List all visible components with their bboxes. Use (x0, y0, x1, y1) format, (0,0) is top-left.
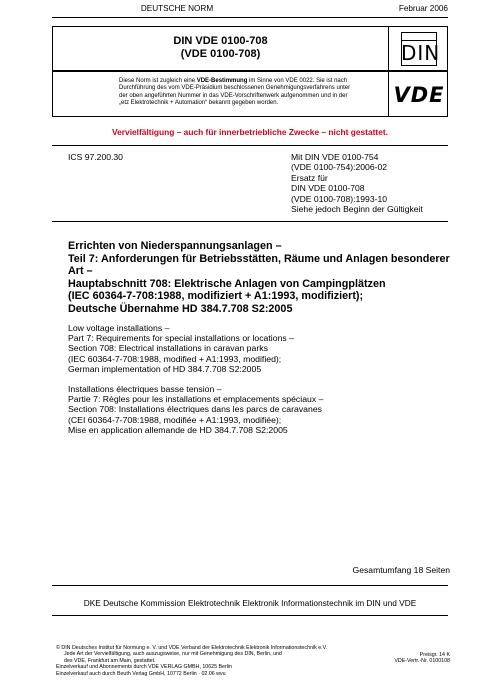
replacement-info (291, 152, 451, 214)
title-box (52, 26, 448, 71)
ics-code: ICS 97.200.30 (68, 152, 123, 162)
title-fr-line: Mise en application allemande de HD 384.7.708 S2:2005 (68, 424, 288, 435)
vde-notice-box (52, 71, 448, 117)
title-de-line: Deutsche Übernahme HD 384.7.708 S2:2005 (68, 302, 293, 315)
commission-rule (52, 615, 448, 616)
title-german (68, 240, 453, 316)
ics-rule (52, 221, 448, 222)
title-fr-line: (CEI 60364-7-708:1988, modifiée + A1:1993, modifiée); (68, 414, 282, 425)
notice-bold: VDE-Bestimmung (196, 78, 248, 84)
title-en-line: German implementation of HD 384.7.708 S2:2005 (68, 363, 262, 374)
title-en-line: Low voltage installations – (68, 323, 170, 333)
replacement-line: Mit DIN VDE 0100-754 (291, 152, 379, 162)
replacement-line: Siehe jedoch Beginn der Gültigkeit (291, 204, 423, 215)
title-fr-line: Installations électriques basse tension – (68, 384, 222, 394)
replacement-line: (VDE 0100-754):2006-02 (291, 162, 388, 173)
pages-rule (52, 585, 448, 586)
copyright-line: Jede Art der Vervielfältigung, auch auszugsweise, nur mit Genehmigung des DIN, Berlin, und (64, 651, 282, 658)
title-de-line: Hauptabschnitt 708: Elektrische Anlagen von Campingplätzen (68, 277, 386, 290)
replacement-line: Ersatz für (291, 172, 328, 183)
notice-box-divider (388, 72, 389, 116)
title-en-line: (IEC 60364-7-708:1988, modified + A1:1993, modified); (68, 353, 282, 364)
notice-line3: der oben angeführten Nummer in das VDE-Vorschriftenwerk aufgenommen und in der (119, 92, 348, 99)
price-group: Preisgr. 14 K (419, 652, 450, 658)
vde-logo: VDE (393, 83, 445, 107)
din-logo (401, 32, 441, 66)
title-english (68, 323, 448, 374)
total-pages: Gesamtumfang 18 Seiten (352, 565, 450, 575)
replacement-line: DIN VDE 0100-708 (291, 183, 365, 194)
sales-line: Einzelverkauf auch durch Beuth Verlag GmbH, 10772 Berlin · 02.06 wvu (56, 670, 226, 677)
standard-number: DIN VDE 0100-708 (173, 35, 268, 47)
title-fr-line: Partie 7: Règles pour les installations et emplacements spéciaux – (68, 394, 324, 405)
replacement-line: (VDE 0100-708):1993-10 (291, 193, 388, 204)
notice-prefix: Diese Norm ist zugleich eine (119, 78, 197, 84)
title-de-line: Errichten von Niederspannungsanlagen – (68, 240, 282, 252)
header-rule (52, 17, 448, 18)
title-en-line: Section 708: Electrical installations in caravan parks (68, 343, 268, 354)
price-block (380, 652, 450, 665)
reproduction-notice: Vervielfältigung – auch für innerbetriebliche Zwecke – nicht gestattet. (112, 127, 388, 137)
title-en-line: Part 7: Requirements for special installations or locations – (68, 333, 294, 344)
title-de-line: Teil 7: Anforderungen für Betriebsstätten, Räume und Anlagen besonderer (68, 252, 450, 265)
reproduction-rule (52, 145, 448, 146)
title-de-line: (IEC 60364-7-708:1988, modifiziert + A1:1993, modifiziert); (68, 290, 364, 303)
din-logo-text: DIN (401, 41, 441, 65)
notice-rest: im Sinne von VDE 0022. Sie ist nach (247, 78, 348, 84)
document-type-label: DEUTSCHE NORM (140, 4, 214, 13)
vde-number: (VDE 0100-708) (180, 48, 261, 60)
commission-line: DKE Deutsche Kommission Elektrotechnik Elektronik Informationstechnik im DIN und VDE (83, 598, 417, 608)
copyright-line: des VDE, Frankfurt am Main, gestattet. (64, 657, 156, 664)
order-number: VDE-Vertr.-Nr. 0100108 (394, 658, 450, 665)
publication-date: Februar 2006 (398, 4, 448, 13)
copyright-block (56, 645, 396, 677)
title-french (68, 384, 448, 435)
copyright-line: © DIN Deutsches Institut für Normung e. V. und VDE Verband der Elektrotechnik Elektronik Informationstechnik e.V. (56, 645, 328, 651)
title-box-divider (388, 27, 389, 70)
title-fr-line: Section 708: Installations électriques dans les parcs de caravanes (68, 404, 323, 415)
vde-notice-text (119, 78, 385, 108)
sales-line: Einzelverkauf und Abonnements durch VDE VERLAG GMBH, 10625 Berlin (56, 664, 233, 671)
notice-line2: Durchführung des vom VDE-Präsidium beschlossenen Genehmigungsverfahrens unter (119, 85, 351, 92)
notice-line4: „etz Elektrotechnik + Automation“ bekannt gegeben worden. (119, 100, 279, 107)
title-de-line: Art – (68, 265, 93, 278)
